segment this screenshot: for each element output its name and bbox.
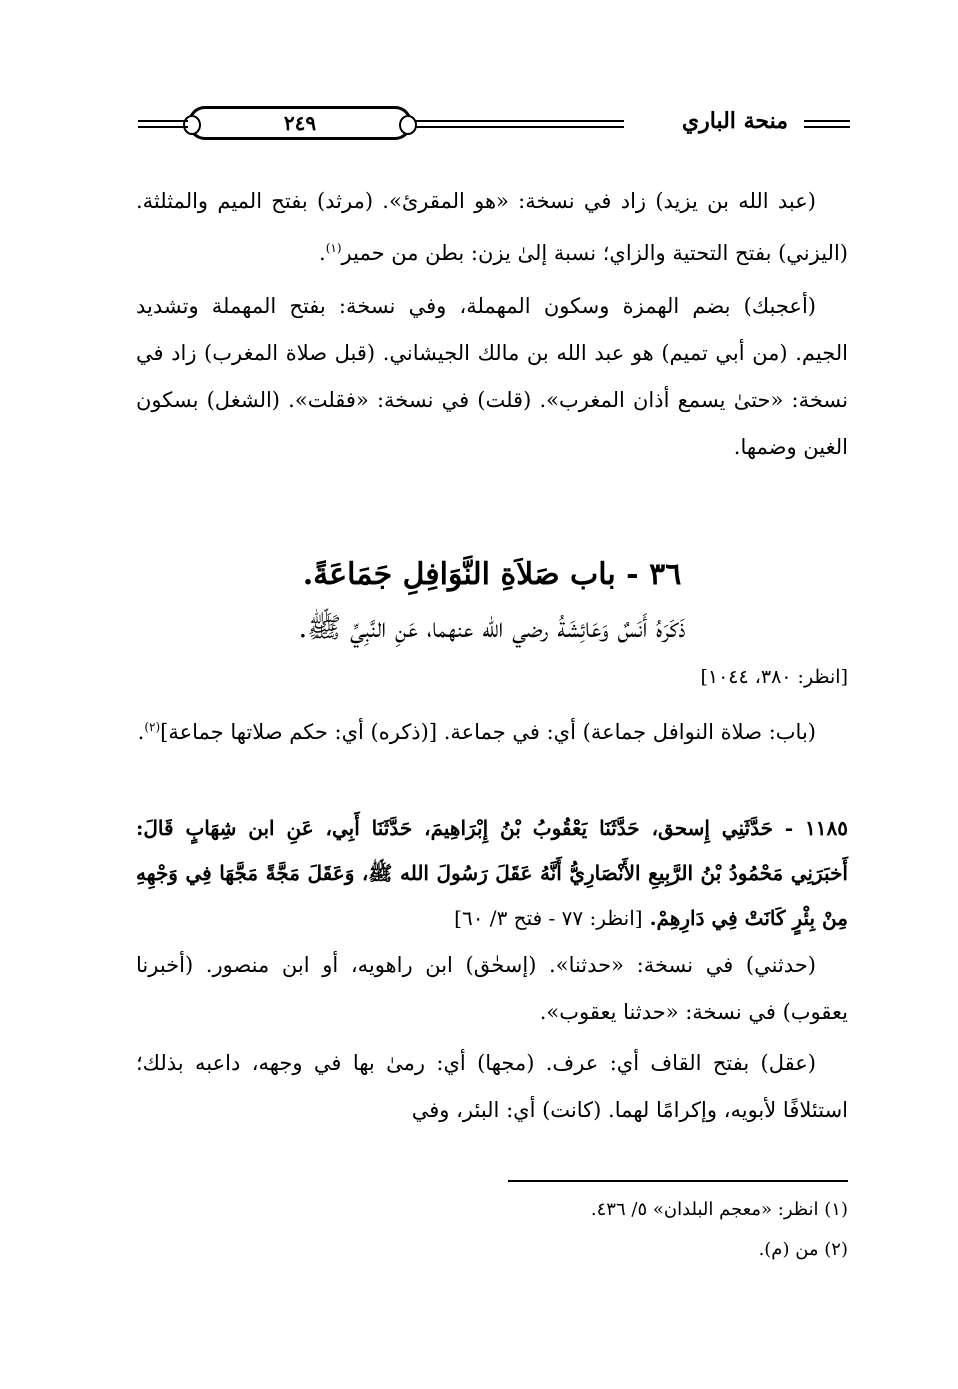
paragraph-4: (حدثني) في نسخة: «حدثنا». (إسحٰق) ابن راهويه، أو ابن منصور. (أخبرنا يعقوب) في نسخة: «حدثنا يعقوب». [136,953,848,1024]
chapter-reference: [انظر: ٣٨٠، ١٠٤٤] [700,666,848,688]
running-title: منحة الباري [681,108,788,134]
paragraph-1: (عبد الله بن يزيد) زاد في نسخة: «هو المقرئ». (مرثد) بفتح الميم والمثلثة. (اليزني) بفتح التحتية والزاي؛ نسبة إلىٰ يزن: بطن من حمير$^{(١)}$. [136,189,848,265]
paragraph-3-text: (باب: صلاة النوافل جماعة) أي: في جماعة. [(ذكره) أي: حكم صلاتها جماعة] [160,720,816,744]
hadith-body: ١١٨٥ - حَدَّثَنِي إِسحق، حَدَّثَنَا يَعْقُوبُ بْنُ إِبْرَاهِيمَ، حَدَّثَنَا أَبِي، عَنِ ابن شِهَابٍ قَالَ: أَخبَرَنِي مَحْمُودُ بْنُ الرَّبِيعِ الأَنْصَارِيُّ أَنَّهُ عَقَلَ رَسُولَ الله ﷺ، وَعَقَلَ مَجَّةً مَجَّهَا فِي وَجْهِهِ مِنْ بِئْرٍ كَانَتْ فِي دَارِهِمْ. [136,816,848,930]
paragraph-2: (أعجبك) بضم الهمزة وسكون المهملة، وفي نسخة: بفتح المهملة وتشديد الجيم. (من أبي تميم) هو عبد الله بن مالك الجيشاني. (قبل صلاة المغرب) زاد في نسخة: «حتىٰ يسمع أذان المغرب». (قلت) في نسخة: «فقلت». (الشغل) بسكون الغين وضمها. [136,294,848,459]
commentary-bottom [136,942,848,1134]
hadith-reference: [انظر: ٧٧ - فتح ٣/ ٦٠] [454,906,643,930]
footnote-ref-2: (٢) [144,720,161,734]
page-header [138,96,850,144]
paragraph-3: (باب: صلاة النوافل جماعة) أي: في جماعة. [(ذكره) أي: حكم صلاتها جماعة]$^{(٢)}$. [137,720,816,744]
paragraph-5: (عقل) بفتح القاف أي: عرف. (مجها) أي: رمىٰ بها في وجهه، داعبه بذلك؛ استئلافًا لأبويه، وإكرامًا لهما. (كانت) أي: البئر، وفي [136,1051,848,1122]
footnote-1: (١) انظر: «معجم البلدان» ٥/ ٤٣٦. [590,1199,848,1220]
commentary-top [136,178,848,471]
footnotes [136,1190,848,1270]
chapter-commentary [136,704,848,756]
page-number [188,106,412,140]
chapter-title: ٣٦ - باب صَلاَةِ النَّوَافِلِ جَمَاعَةً. [302,557,682,592]
header-rule-left [138,120,188,128]
footnote-ref-1: (١) [325,241,342,255]
paragraph-1-text: (عبد الله بن يزيد) زاد في نسخة: «هو المقرئ». (مرثد) بفتح الميم والمثلثة. (اليزني) بفتح التحتية والزاي؛ نسبة إلىٰ يزن: بطن من حمير [136,189,848,265]
footnote-separator [508,1180,848,1182]
page-number-text: ٢٤٩ [283,111,317,135]
header-rule-right [804,120,850,128]
chapter-subtitle: ذَكَرَهُ أَنَسٌ وَعَائِشَةُ رضي الله عنهما، عَنِ النَّبِيِّ ﷺ. [298,611,686,644]
header-rule-middle [413,120,624,128]
hadith-text [136,806,848,941]
footnote-2: (٢) من (م). [758,1239,848,1260]
